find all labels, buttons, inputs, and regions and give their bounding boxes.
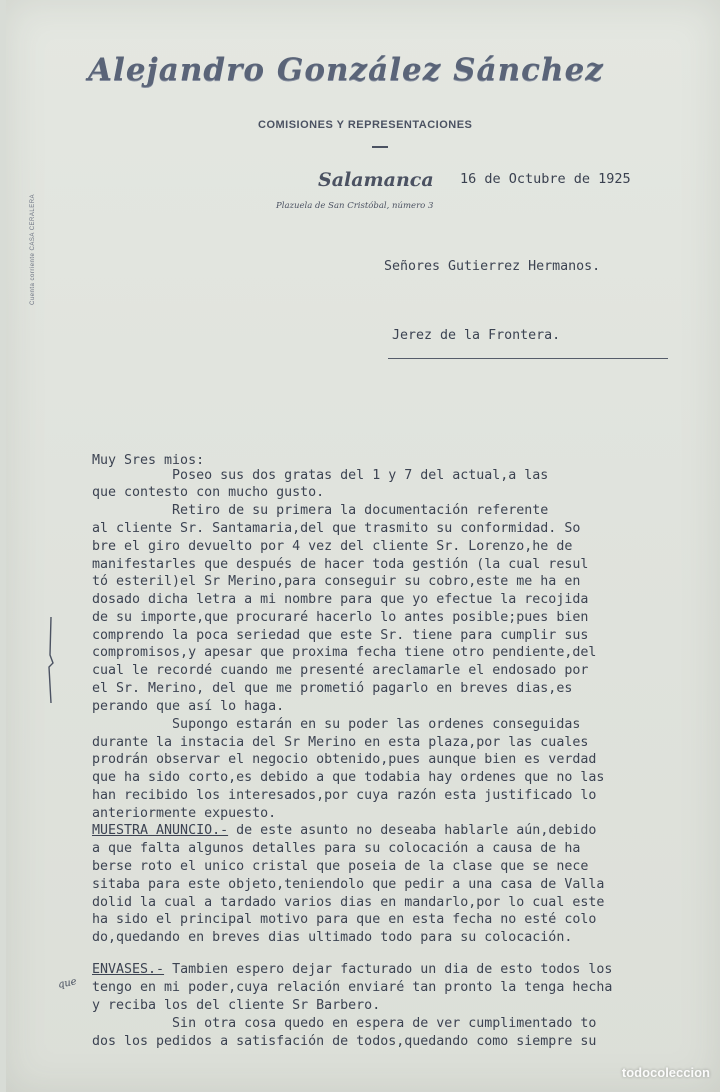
- body-line: a que falta algunos detalles para su colocación a causa de ha: [92, 841, 581, 856]
- body-line: prodrán observar el negocio obtenido,pues aunque bien es verdad: [92, 752, 597, 767]
- body-line-text: Tambien espero dejar facturado un dia de esto todos los: [172, 962, 613, 977]
- letterhead-subtitle: COMISIONES Y REPRESENTACIONES: [258, 119, 473, 131]
- body-line: Poseo sus dos gratas del 1 y 7 del actual,a las: [92, 468, 549, 483]
- body-line: que ha sido corto,es debido a que todabia hay ordenes que no las: [92, 770, 605, 785]
- body-line: sitaba para este objeto,teniendolo que pedir a una casa de Valla: [92, 877, 605, 892]
- body-line: dolid la cual a tardado varios dias en mandarlo,por lo cual este: [92, 895, 605, 910]
- letterhead-city: Salamanca: [318, 169, 434, 191]
- body-line: comprendo la poca seriedad que este Sr. tiene para cumplir sus: [92, 628, 589, 643]
- body-line: al cliente Sr. Santamaria,del que trasmito su conformidad. So: [92, 521, 581, 536]
- body-line: de su importe,que procuraré hacerlo lo antes posible;pues bien: [92, 610, 589, 625]
- body-line-envases: [92, 961, 612, 978]
- margin-handwritten-note: que: [57, 976, 78, 991]
- body-line: berse roto el unico cristal que poseia de la clase que se nece: [92, 859, 589, 874]
- body-line: dos los pedidos a satisfación de todos,quedando como siempre su: [92, 1034, 597, 1049]
- body-line: tó esteril)el Sr Merino,para conseguir su cobro,este me ha en: [92, 574, 581, 589]
- body-line-text: de este asunto no deseaba hablarle aún,debido: [236, 823, 597, 838]
- body-line: bre el giro devuelto por 4 vez del cliente Sr. Lorenzo,he de: [92, 539, 573, 554]
- heading-envases: ENVASES.-: [92, 962, 165, 977]
- watermark-logo: todocoleccion: [621, 1065, 710, 1080]
- body-line: compromisos,y apesar que proxima fecha tiene otro pendiente,del: [92, 645, 597, 660]
- recipient-city: Jerez de la Frontera.: [392, 328, 561, 343]
- recipient-underline: [388, 358, 668, 359]
- body-line: anteriormente expuesto.: [92, 806, 277, 821]
- body-line-muestra: [92, 822, 596, 839]
- body-line: durante la instacia del Sr Merino en esta plaza,por las cuales: [92, 735, 589, 750]
- body-line: manifestarles que después de hacer toda gestión (la cual resul: [92, 557, 589, 572]
- letterhead-name: Alejandro González Sánchez: [88, 52, 604, 88]
- body-line: ha sido el principal motivo para que en esta fecha no esté colo: [92, 912, 597, 927]
- recipient-name: Señores Gutierrez Hermanos.: [384, 259, 601, 274]
- body-line: que contesto con mucho gusto.: [92, 485, 325, 500]
- body-line: Muy Sres mios:: [92, 453, 205, 468]
- letterhead-address: Plazuela de San Cristóbal, número 3: [276, 201, 434, 211]
- side-vertical-text: Cuenta corriente CASA CERALERA: [30, 193, 36, 305]
- body-line: y reciba los del cliente Sr Barbero.: [92, 998, 381, 1013]
- body-line: perando que así lo haga.: [92, 699, 285, 714]
- body-line: el Sr. Merino, del que me prometió pagarlo en breves dias,es: [92, 681, 573, 696]
- body-line: Sin otra cosa quedo en espera de ver cumplimentado to: [92, 1016, 597, 1031]
- body-line: Supongo estarán en su poder las ordenes conseguidas: [92, 717, 581, 732]
- body-line: do,quedando en breves dias ultimado todo para su colocación.: [92, 930, 573, 945]
- heading-muestra-anuncio: MUESTRA ANUNCIO.-: [92, 823, 229, 838]
- pen-mark-icon: [44, 615, 58, 705]
- letter-date: 16 de Octubre de 1925: [460, 171, 631, 187]
- body-line: han recibido los interesados,por cuya razón esta justificado lo: [92, 788, 597, 803]
- letter-paper: [6, 0, 720, 1092]
- letterhead-divider: [372, 146, 388, 148]
- body-line: dosado dicha letra a mi nombre para que yo efectue la recojida: [92, 592, 589, 607]
- body-line: tengo en mi poder,cuya relación enviaré tan pronto la tenga hecha: [92, 980, 613, 995]
- body-line: Retiro de su primera la documentación referente: [92, 503, 549, 518]
- body-line: cual le recordé cuando me presenté areclamarle el endosado por: [92, 663, 589, 678]
